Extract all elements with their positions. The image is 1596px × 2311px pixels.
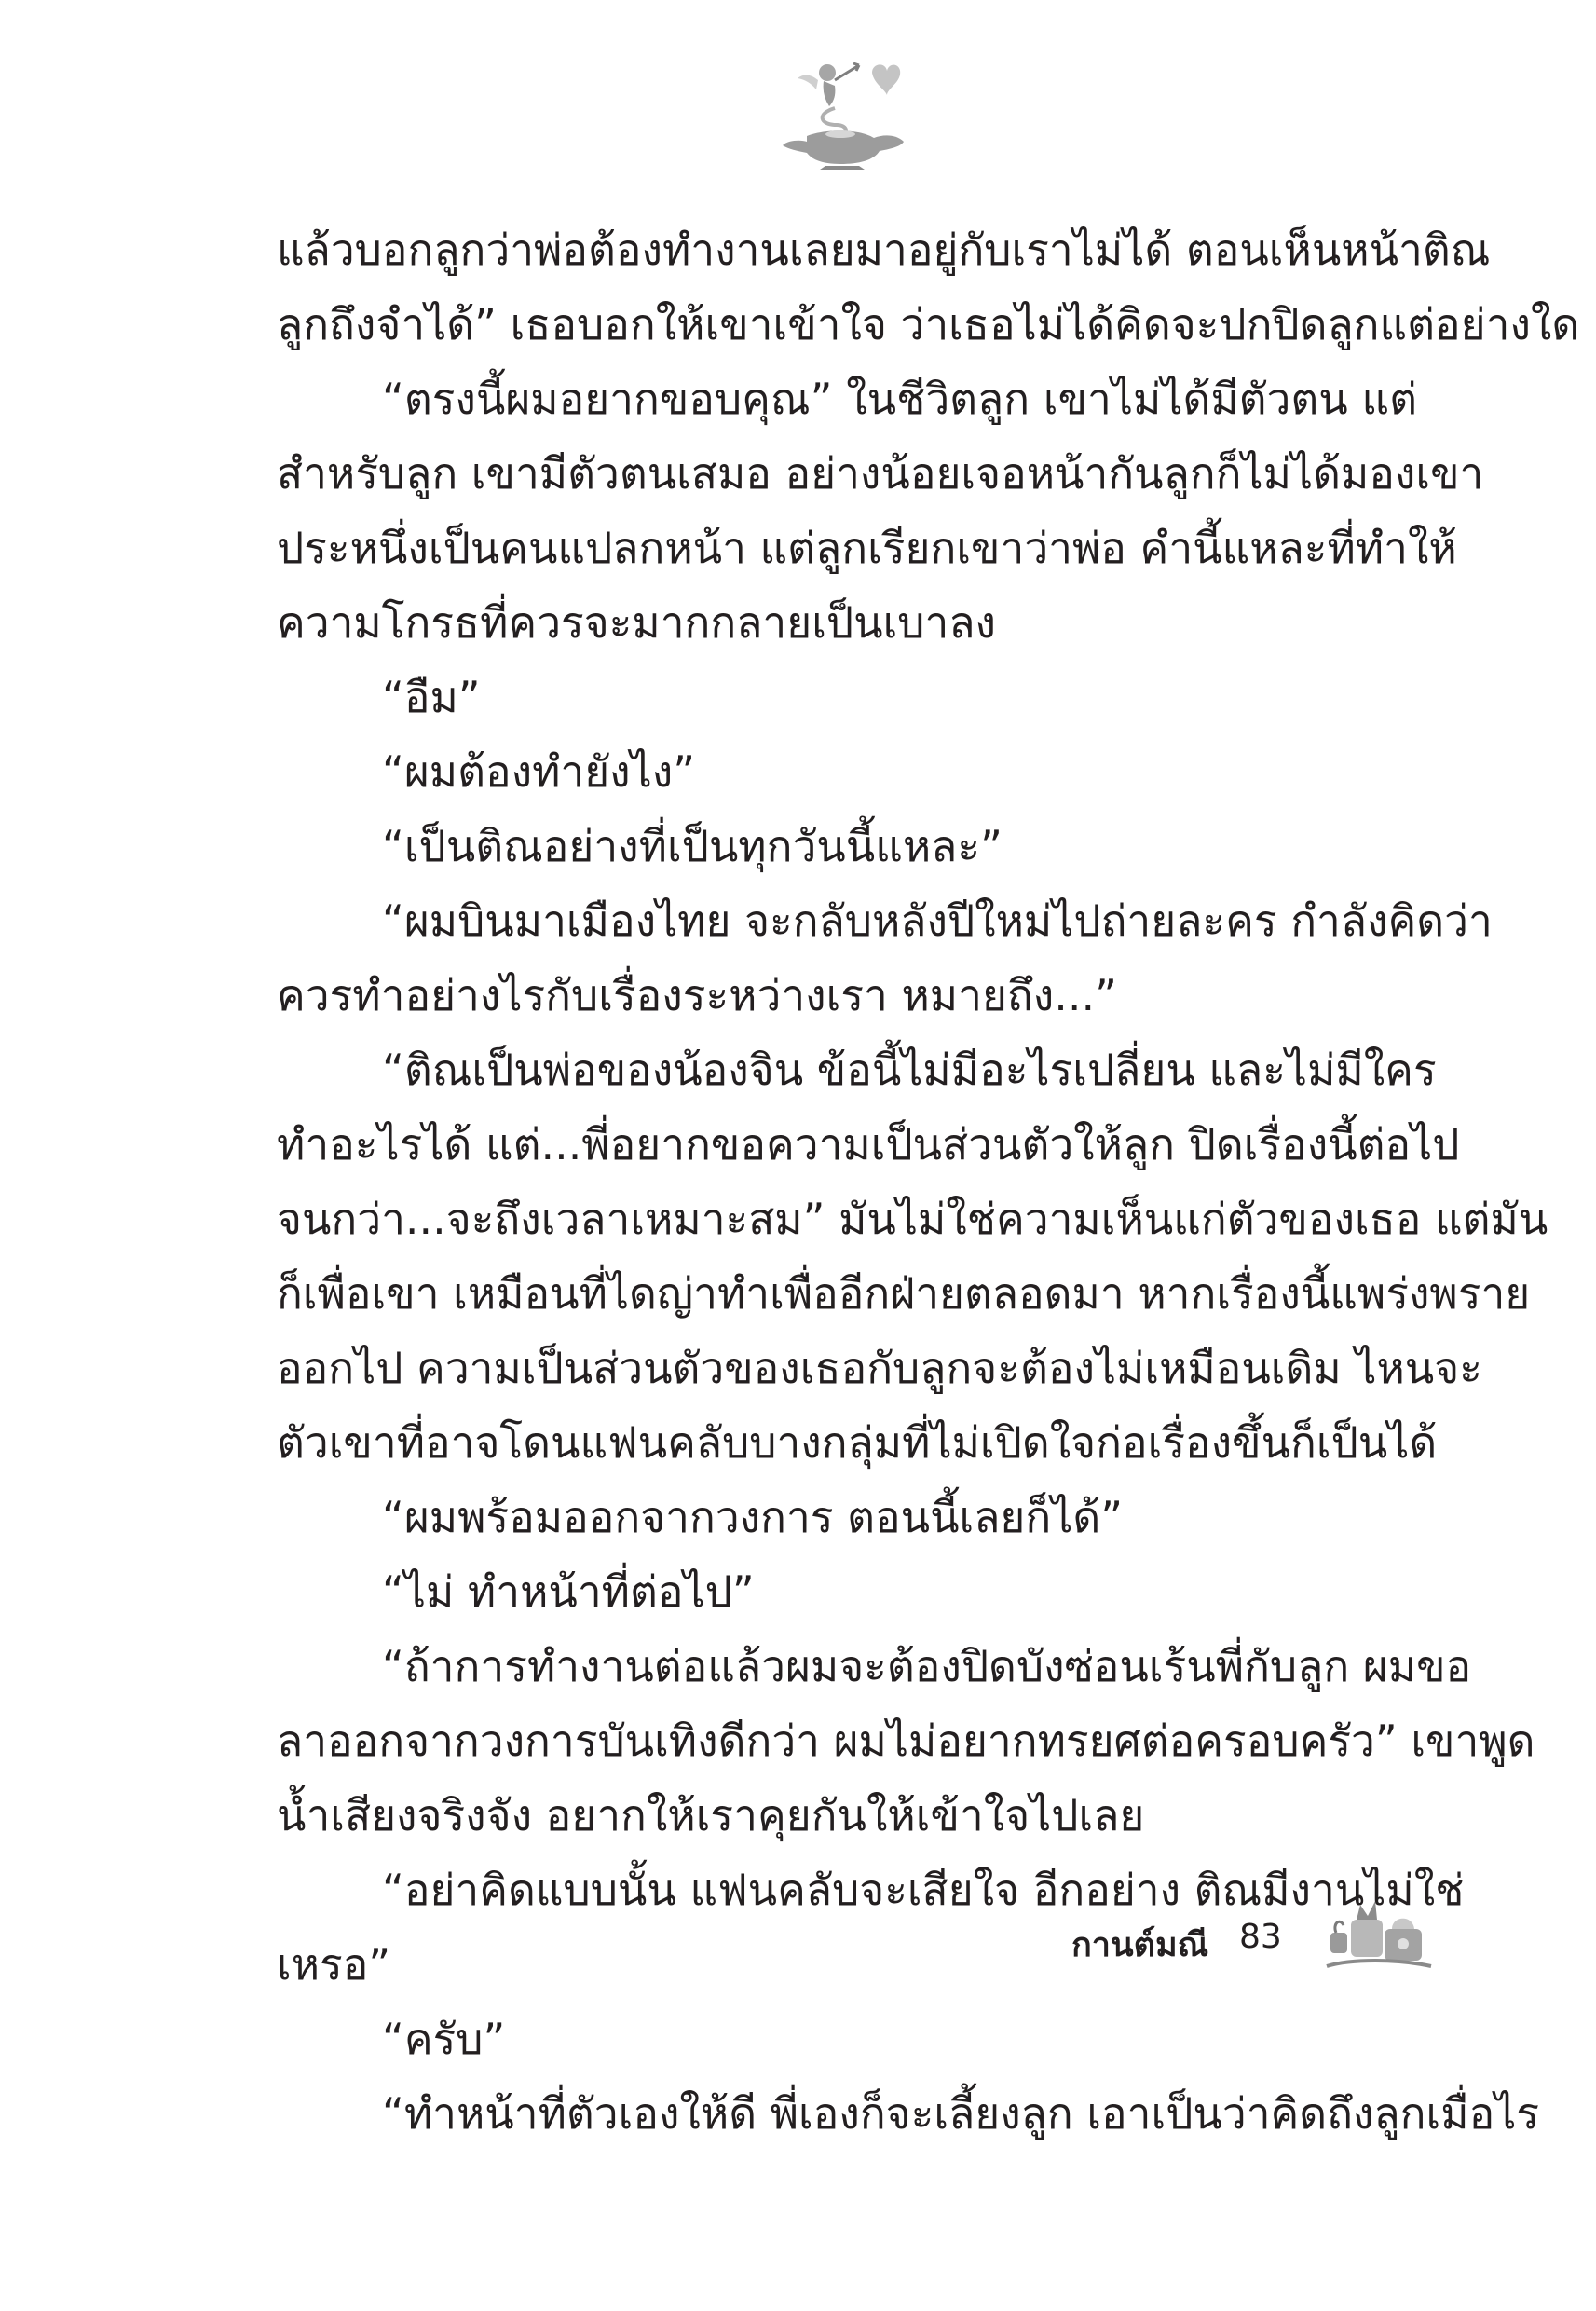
body-text [277,212,1580,2151]
page-footer [1071,1892,1444,1985]
text-line: “ถ้าการทำงานต่อแล้วผมจะต้องปิดบังซ่อนเร้นพี่กับลูก ผมขอ [382,1641,1472,1691]
text-line: ทำอะไรได้ แต่...พี่อยากขอความเป็นส่วนตัวให้ลูก ปิดเรื่องนี้ต่อไป [277,1119,1460,1169]
book-title: กานต์มณี [1071,1926,1209,1964]
text-line: “เป็นติณอย่างที่เป็นทุกวันนี้แหละ” [382,821,1003,871]
magic-lamp-with-cupid-icon [770,52,919,171]
text-line: “ติณเป็นพ่อของน้องจิน ข้อนี้ไม่มีอะไรเปลี่ยน และไม่มีใคร [382,1045,1437,1095]
text-line: ออกไป ความเป็นส่วนตัวของเธอกับลูกจะต้องไม่เหมือนเดิม ไหนจะ [277,1343,1482,1393]
text-line: เหรอ” [277,1939,391,1990]
text-line: “ผมพร้อมออกจากวงการ ตอนนี้เลยก็ได้” [382,1492,1124,1542]
text-line: ตัวเขาที่อาจโดนแฟนคลับบางกลุ่มที่ไม่เปิดใจก่อเรื่องขึ้นก็เป็นได้ [277,1417,1438,1468]
text-line: “ผมบินมาเมืองไทย จะกลับหลังปีใหม่ไปถ่ายละคร กำลังคิดว่า [382,896,1493,946]
text-line: ก็เพื่อเขา เหมือนที่ไดญ่าทำเพื่ออีกฝ่ายตลอดมา หากเรื่องนี้แพร่งพราย [277,1268,1531,1319]
text-line: “อย่าคิดแบบนั้น แฟนคลับจะเสียใจ อีกอย่าง ติณมีงานไม่ใช่ [382,1865,1465,1915]
text-line: ประหนึ่งเป็นคนแปลกหน้า แต่ลูกเรียกเขาว่าพ่อ คำนี้แหละที่ทำให้ [277,523,1457,573]
floral-ornament-icon [1323,1892,1435,1976]
text-line: สำหรับลูก เขามีตัวตนเสมอ อย่างน้อยเจอหน้ากันลูกก็ไม่ได้มองเขา [277,448,1484,499]
text-line: ลาออกจากวงการบันเทิงดีกว่า ผมไม่อยากทรยศต่อครอบครัว” เขาพูด [277,1716,1535,1766]
text-line: “ผมต้องทำยังไง” [382,746,696,797]
text-line: ลูกถึงจำได้” เธอบอกให้เขาเข้าใจ ว่าเธอไม่ได้คิดจะปกปิดลูกแต่อย่างใด [277,299,1580,349]
text-line: ความโกรธที่ควรจะมากกลายเป็นเบาลง [277,597,996,648]
text-line: “ครับ” [382,2014,506,2064]
text-line: น้ำเสียงจริงจัง อยากให้เราคุยกันให้เข้าใจไปเลย [277,1790,1145,1840]
text-line: “อืม” [382,672,481,722]
text-line: แล้วบอกลูกว่าพ่อต้องทำงานเลยมาอยู่กับเราไม่ได้ ตอนเห็นหน้าติณ [277,225,1491,275]
text-line: “ตรงนี้ผมอยากขอบคุณ” ในชีวิตลูก เขาไม่ได้มีตัวตน แต่ [382,374,1417,424]
text-line: “ทำหน้าที่ตัวเองให้ดี พี่เองก็จะเลี้ยงลูก เอาเป็นว่าคิดถึงลูกเมื่อไร [382,2088,1540,2139]
page-number: 83 [1239,1918,1282,1956]
text-line: จนกว่า...จะถึงเวลาเหมาะสม” มันไม่ใช่ความเห็นแก่ตัวของเธอ แต่มัน [277,1194,1548,1244]
text-line: “ไม่ ทำหน้าที่ต่อไป” [382,1566,755,1617]
text-line: ควรทำอย่างไรกับเรื่องระหว่างเรา หมายถึง...” [277,970,1117,1020]
